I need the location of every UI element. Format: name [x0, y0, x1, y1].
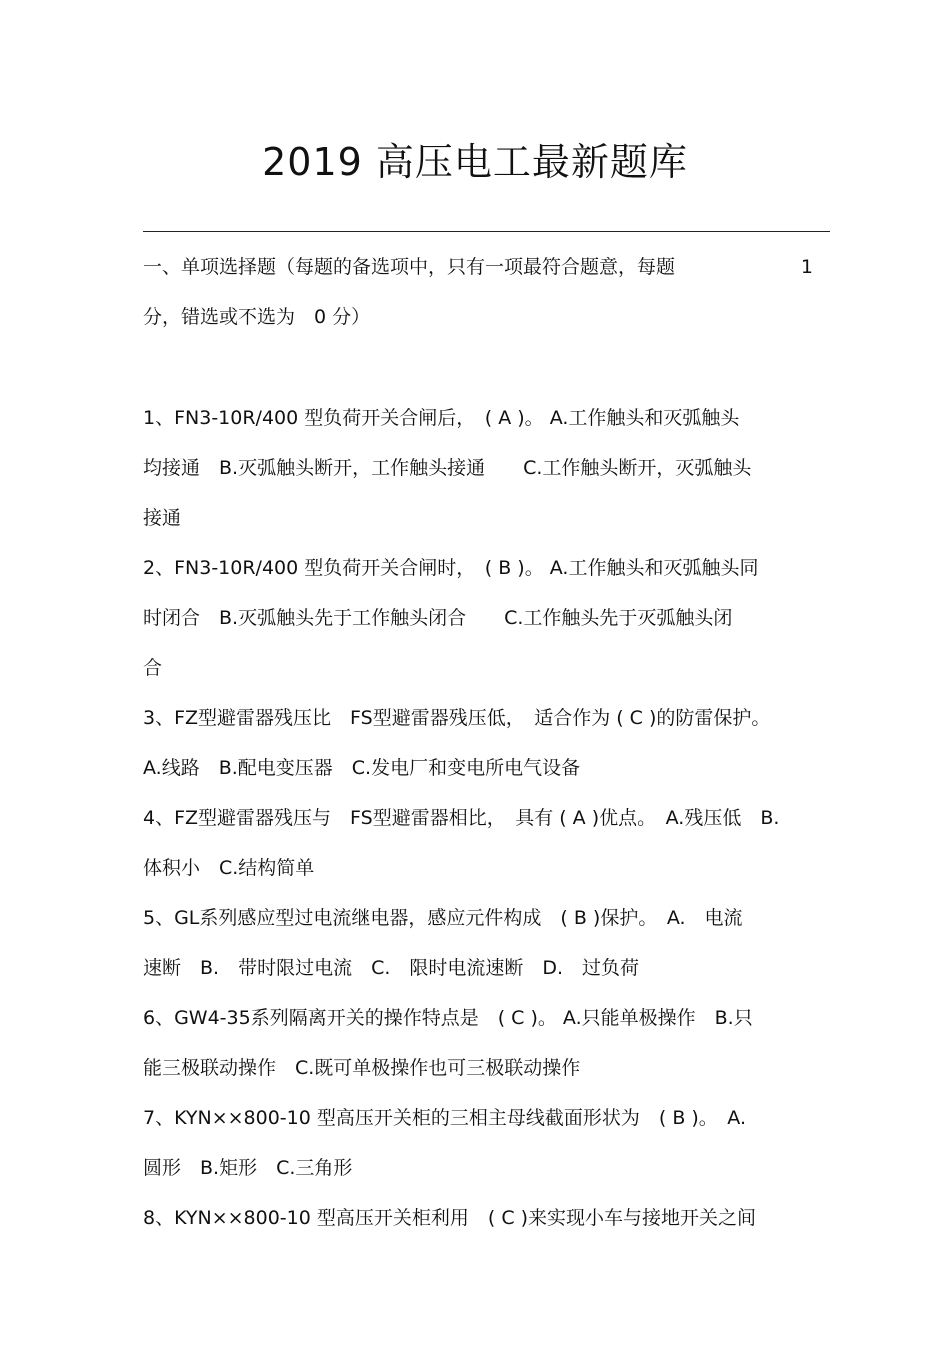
question-3 — [143, 693, 813, 793]
instruction-score: 1 — [800, 256, 813, 278]
question-line: 均接通 B.灭弧触头断开，工作触头接通 C.工作触头断开，灭弧触头 — [143, 457, 752, 479]
question-line: 接通 — [143, 507, 182, 529]
question-line: 3、FZ型避雷器残压比 FS型避雷器残压低， 适合作为 ( C )的防雷保护。 — [143, 707, 771, 729]
title-divider — [143, 231, 830, 232]
question-line: 合 — [143, 657, 163, 679]
question-line: 6、GW4-35系列隔离开关的操作特点是 ( C )。 A.只能单极操作 B.只 — [143, 1007, 753, 1029]
question-line: 时闭合 B.灭弧触头先于工作触头闭合 C.工作触头先于灭弧触头闭 — [143, 607, 733, 629]
question-6 — [143, 993, 813, 1093]
instruction-text: 一、单项选择题（每题的备选项中，只有一项最符合题意，每题 — [143, 256, 676, 278]
section-instruction — [143, 242, 813, 342]
question-1 — [143, 393, 813, 543]
question-line: 2、FN3-10R/400 型负荷开关合闸时， ( B )。 A.工作触头和灭弧触头同 — [143, 557, 759, 579]
question-line: 能三极联动操作 C.既可单极操作也可三极联动操作 — [143, 1057, 581, 1079]
question-5 — [143, 893, 813, 993]
question-line: 4、FZ型避雷器残压与 FS型避雷器相比， 具有 ( A )优点。 A.残压低 B. — [143, 807, 780, 829]
question-line: A.线路 B.配电变压器 C.发电厂和变电所电气设备 — [143, 757, 581, 779]
question-7 — [143, 1093, 813, 1193]
instruction-line — [143, 242, 813, 292]
question-line: 7、KYN××800-10 型高压开关柜的三相主母线截面形状为 ( B )。 A. — [143, 1107, 747, 1129]
question-line: 1、FN3-10R/400 型负荷开关合闸后， ( A )。 A.工作触头和灭弧触头 — [143, 407, 740, 429]
question-line: 5、GL系列感应型过电流继电器，感应元件构成 ( B )保护。 A. 电流 — [143, 907, 743, 929]
question-8 — [143, 1193, 813, 1243]
question-line: 圆形 B.矩形 C.三角形 — [143, 1157, 353, 1179]
instruction-line: 分，错选或不选为 0 分） — [143, 306, 371, 328]
document-title: 2019 高压电工最新题库 — [262, 140, 688, 184]
question-line: 速断 B. 带时限过电流 C. 限时电流速断 D. 过负荷 — [143, 957, 640, 979]
question-2 — [143, 543, 813, 693]
question-line: 8、KYN××800-10 型高压开关柜利用 ( C )来实现小车与接地开关之间 — [143, 1207, 757, 1229]
question-list — [143, 393, 813, 1243]
question-line: 体积小 C.结构简单 — [143, 857, 315, 879]
question-4 — [143, 793, 813, 893]
